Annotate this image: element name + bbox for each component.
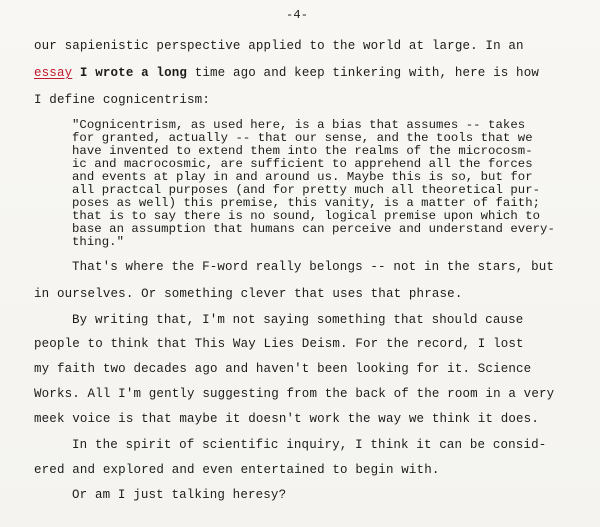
paragraph-3-line-4: Works. All I'm gently suggesting from the back of the room in a very bbox=[34, 387, 555, 401]
essay-link[interactable]: essay bbox=[34, 66, 73, 80]
quote-line-2: for granted, actually -- that our sense, and the tools that we bbox=[72, 131, 533, 145]
quote-line-4: ic and macrocosmic, are sufficient to apprehend all the forces bbox=[72, 157, 533, 171]
paragraph-3-line-5: meek voice is that maybe it doesn't work the way we think it does. bbox=[34, 412, 539, 426]
quote-line-9: base an assumption that humans can perceive and understand every- bbox=[72, 222, 555, 236]
quote-line-8: that is to say there is no sound, logical premise upon which to bbox=[72, 209, 541, 223]
bold-phrase: I wrote a long bbox=[72, 66, 188, 80]
quote-line-3: have invented to extend them into the realms of the microcosm- bbox=[72, 144, 533, 158]
quote-line-5: and events at play in and around us. Maybe this is so, but for bbox=[72, 170, 533, 184]
paragraph-3-line-1: By writing that, I'm not saying something that should cause bbox=[72, 313, 524, 327]
paragraph-1-line-1: our sapienistic perspective applied to the world at large. In an bbox=[34, 39, 524, 53]
paragraph-4-line-2: ered and explored and even entertained to begin with. bbox=[34, 463, 440, 477]
page-number: -4- bbox=[286, 8, 309, 22]
quote-line-7: poses as well) this premise, this vanity, is a matter of faith; bbox=[72, 196, 541, 210]
quote-line-1: "Cognicentrism, as used here, is a bias that assumes -- takes bbox=[72, 118, 526, 132]
paragraph-3-line-3: my faith two decades ago and haven't been looking for it. Science bbox=[34, 362, 532, 376]
paragraph-3-line-2: people to think that This Way Lies Deism. For the record, I lost bbox=[34, 337, 524, 351]
paragraph-1-line-3: I define cognicentrism: bbox=[34, 93, 210, 107]
paragraph-5-line-1: Or am I just talking heresy? bbox=[72, 488, 287, 502]
paragraph-4-line-1: In the spirit of scientific inquiry, I think it can be consid- bbox=[72, 438, 547, 452]
quote-line-10: thing." bbox=[72, 235, 125, 249]
paragraph-1-line-2 bbox=[34, 66, 539, 80]
paragraph-2-line-1: That's where the F-word really belongs -- not in the stars, but bbox=[72, 260, 555, 274]
quote-line-6: all practcal purposes (and for pretty much all theoretical pur- bbox=[72, 183, 541, 197]
paragraph-1-line-2-rest: time ago and keep tinkering with, here is how bbox=[187, 66, 540, 80]
paragraph-2-line-2: in ourselves. Or something clever that uses that phrase. bbox=[34, 287, 463, 301]
